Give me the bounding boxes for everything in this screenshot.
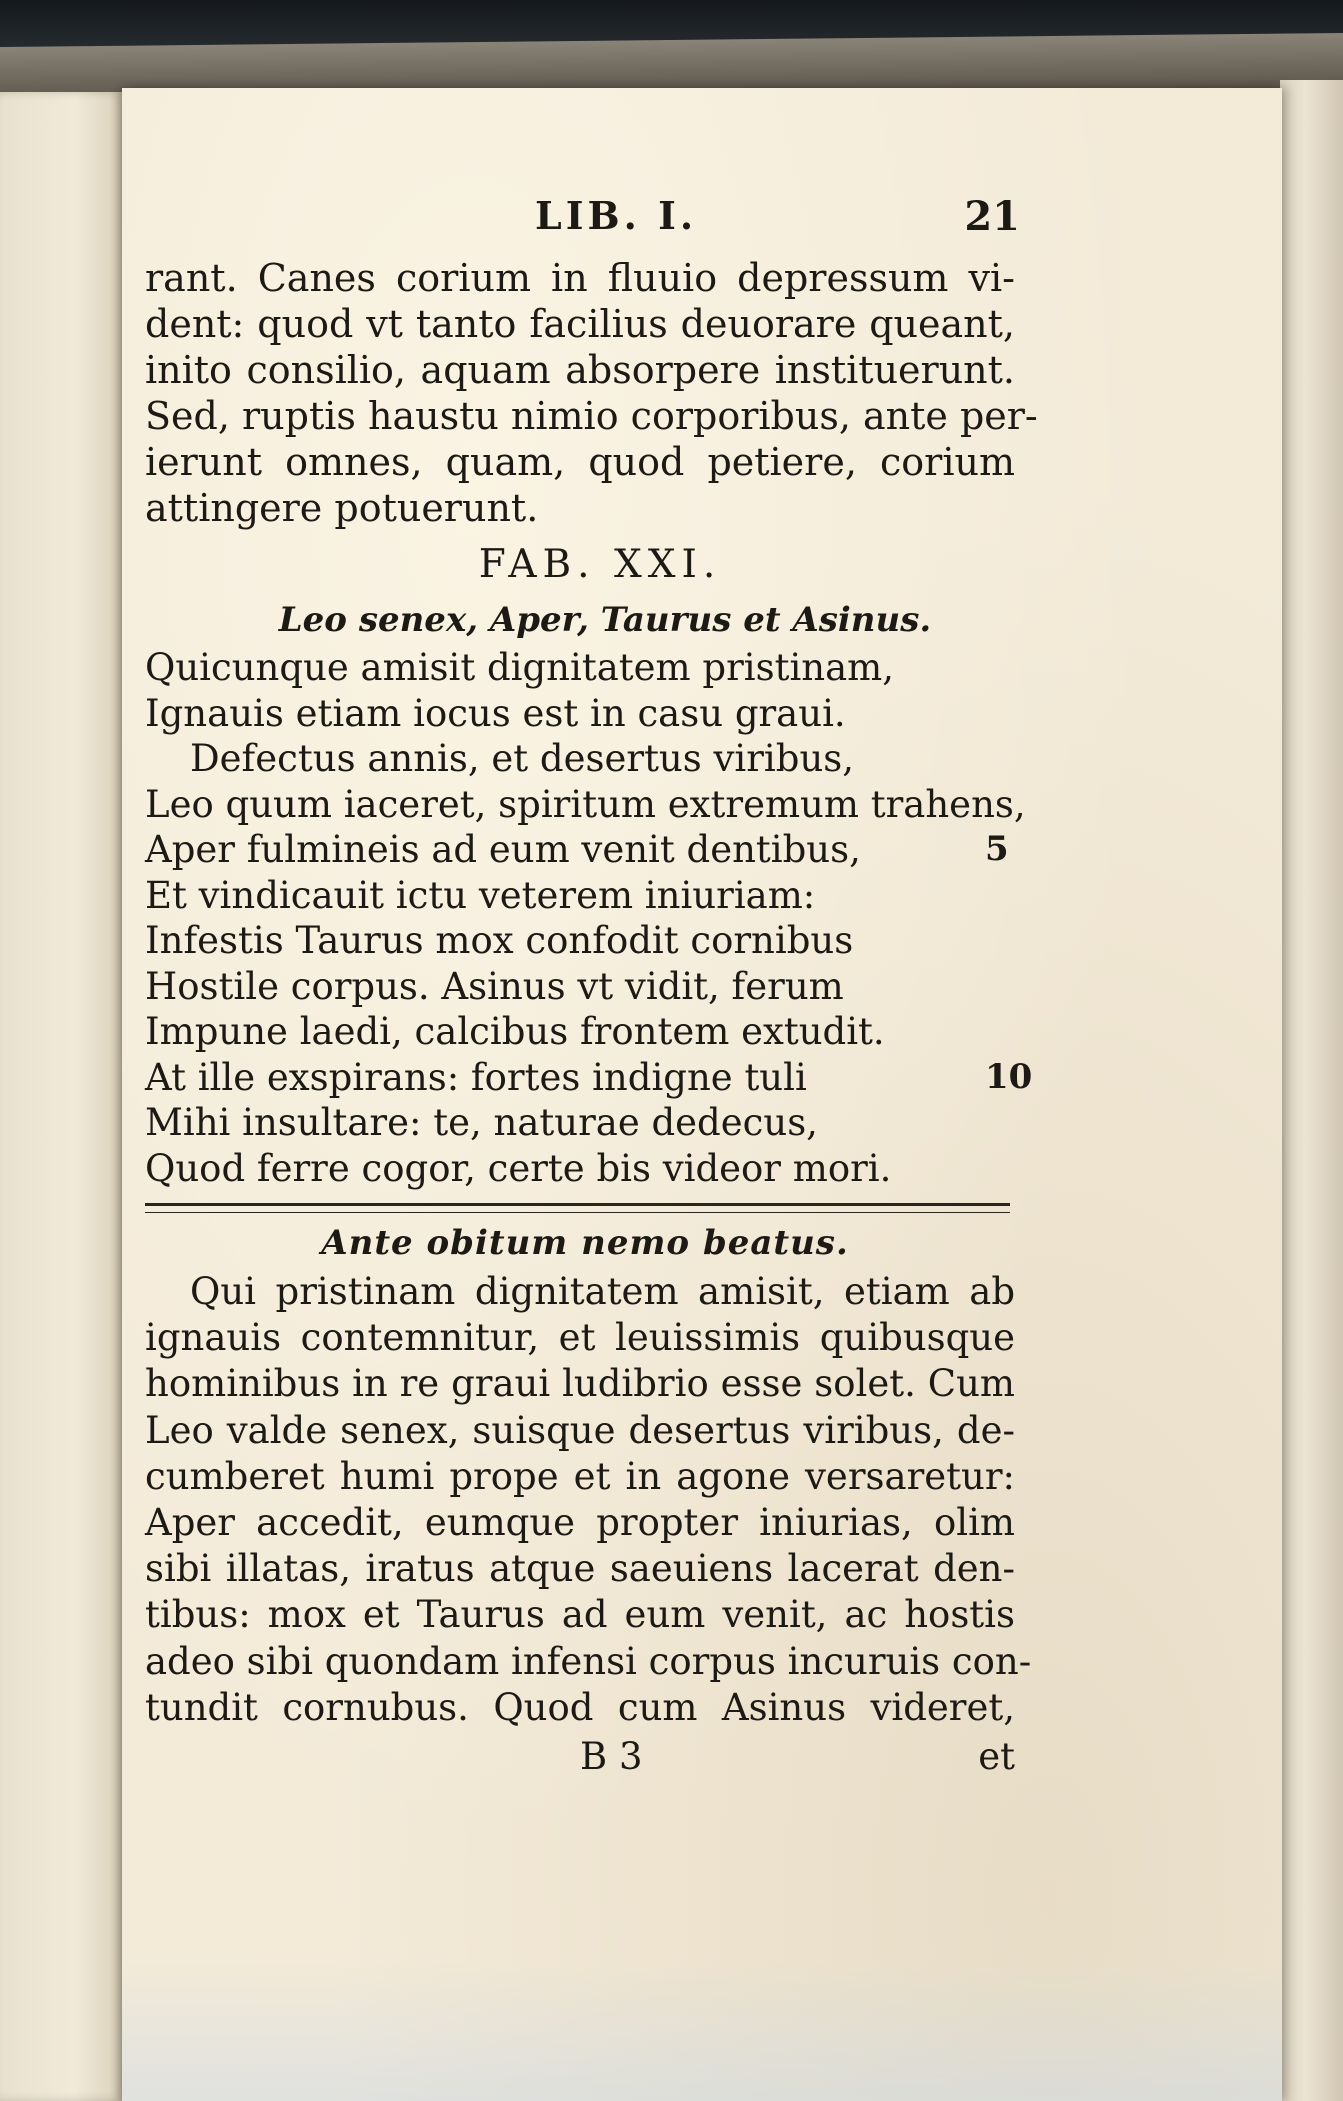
- prose-line: cumberet humi prope et in agone versaretur:: [145, 1454, 1015, 1498]
- prose-line: hominibus in re graui ludibrio esse solet. Cum: [145, 1362, 1015, 1406]
- moral-prose: [145, 1269, 1032, 1731]
- prose-line: adeo sibi quondam infensi corpus incuruis con-: [145, 1639, 1032, 1683]
- section-divider-thin: [145, 1212, 1010, 1213]
- prose-top: [145, 255, 1038, 531]
- verse-line: Mihi insultare: te, naturae dedecus,: [145, 1101, 818, 1144]
- prose-line: sibi illatas, iratus atque saeuiens lacerat den-: [145, 1547, 1015, 1591]
- prose-line: dent: quod vt tanto facilius deuorare queant,: [145, 302, 1015, 346]
- prose-line: tundit cornubus. Quod cum Asinus videret,: [145, 1685, 1015, 1729]
- prose-line: rant. Canes corium in fluuio depressum vi-: [145, 256, 1015, 300]
- verse-line: Infestis Taurus mox confodit cornibus: [145, 919, 854, 962]
- section-divider: [145, 1203, 1010, 1206]
- verse-block: [145, 645, 1033, 1191]
- moral-title: Ante obitum nemo beatus.: [321, 1223, 849, 1263]
- line-number: 5: [985, 829, 1009, 869]
- fable-subtitle: Leo senex, Aper, Taurus et Asinus.: [278, 600, 932, 640]
- verse-line: Hostile corpus. Asinus vt vidit, ferum: [145, 964, 844, 1008]
- prose-line: ierunt omnes, quam, quod petiere, corium: [145, 440, 1015, 484]
- fable-title: FAB. XXI.: [478, 542, 722, 587]
- line-number: 10: [985, 1056, 1033, 1097]
- prose-line: Sed, ruptis haustu nimio corporibus, ante per-: [145, 394, 1038, 438]
- verse-line: Quicunque amisit dignitatem pristinam,: [145, 646, 895, 689]
- verse-line: Ignauis etiam iocus est in casu graui.: [145, 691, 846, 735]
- page-number: 21: [964, 193, 1020, 240]
- prose-line: attingere potuerunt.: [145, 486, 539, 530]
- page-fore-edge: [1280, 80, 1343, 2101]
- running-title: LIB. I.: [535, 193, 698, 238]
- prose-line: Leo valde senex, suisque desertus viribus, de-: [145, 1408, 1015, 1452]
- verse-line: Quod ferre cogor, certe bis videor mori.: [145, 1146, 892, 1190]
- page-text-block: [145, 185, 1038, 1781]
- prose-line: Qui pristinam dignitatem amisit, etiam ab: [190, 1270, 1015, 1313]
- verse-line: Leo quum iaceret, spiritum extremum trahens,: [145, 782, 1026, 826]
- catchword: et: [978, 1735, 1015, 1779]
- verse-line: Impune laedi, calcibus frontem extudit.: [145, 1010, 885, 1053]
- verse-line: Aper fulmineis ad eum venit dentibus, 5: [145, 828, 1009, 871]
- prose-line: Aper accedit, eumque propter iniurias, olim: [145, 1501, 1015, 1545]
- page-footer: [145, 1731, 1015, 1781]
- verse-line: Defectus annis, et desertus viribus,: [190, 737, 855, 780]
- running-head: [145, 185, 1020, 255]
- verse-line: At ille exspirans: fortes indigne tuli 10: [145, 1055, 1033, 1099]
- facing-page-edge: [0, 92, 125, 2101]
- page-bottom-shadow: [122, 1960, 1282, 2101]
- verse-line: Et vindicauit ictu veterem iniuriam:: [145, 873, 816, 917]
- signature-mark: B 3: [580, 1735, 643, 1779]
- prose-line: ignauis contemnitur, et leuissimis quibusque: [145, 1316, 1015, 1360]
- prose-line: tibus: mox et Taurus ad eum venit, ac hostis: [145, 1593, 1015, 1637]
- prose-line: inito consilio, aquam absorpere instituerunt.: [145, 348, 1015, 392]
